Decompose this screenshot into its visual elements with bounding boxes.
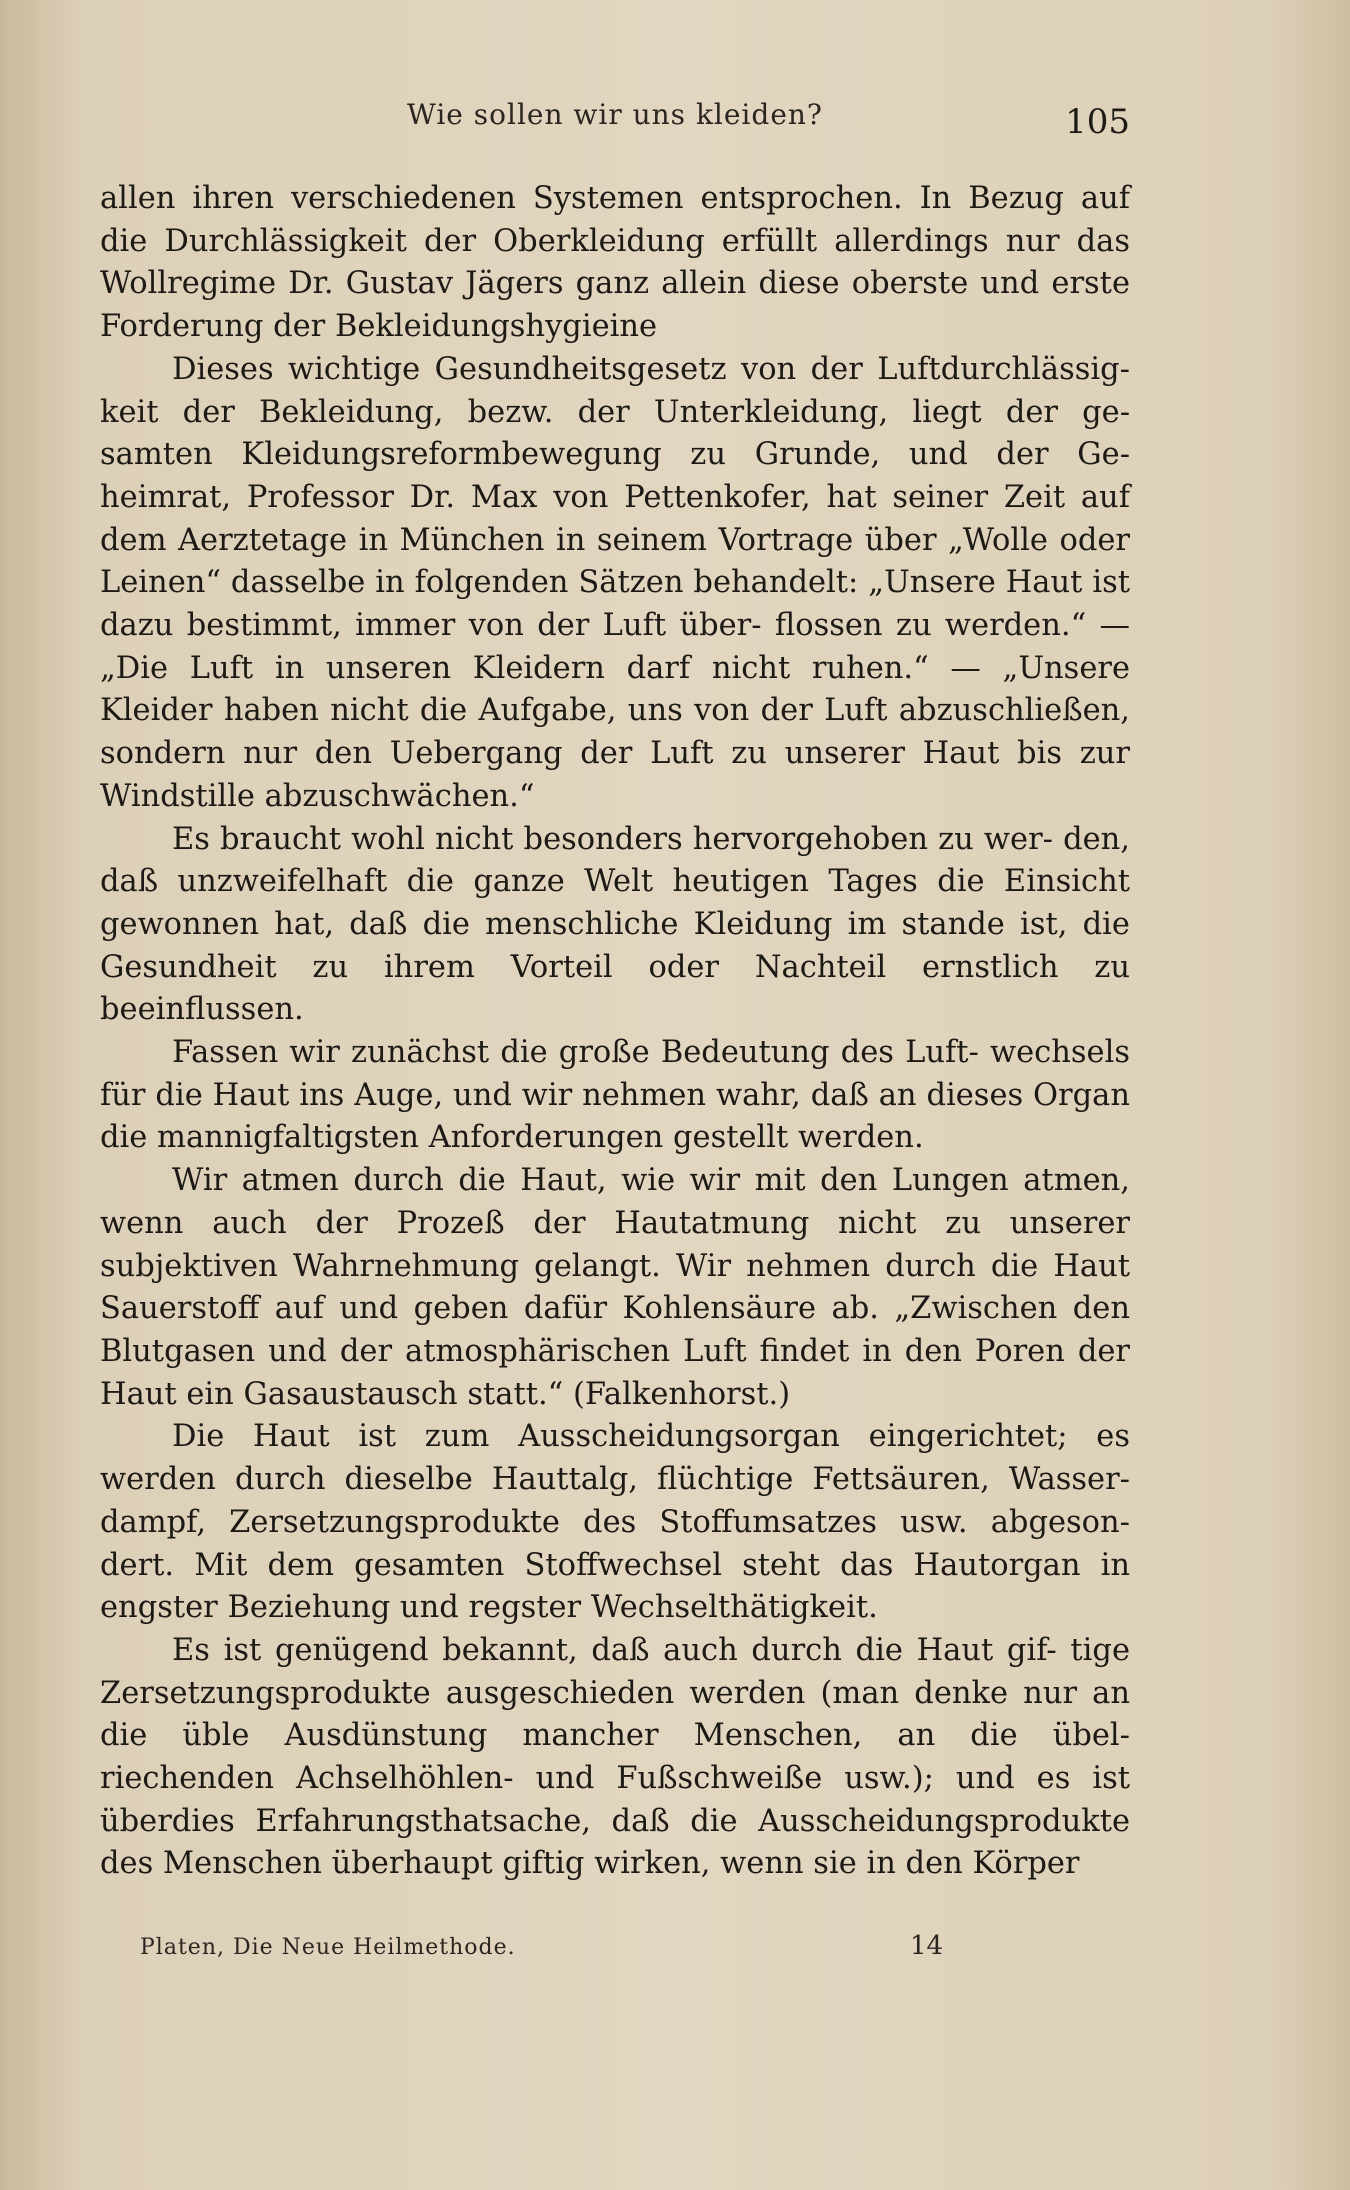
paragraph-3: Es braucht wohl nicht besonders hervorgehoben zu wer- den, daß unzweifelhaft die ganze Welt heutigen Tages die Einsicht gewonnen hat, daß die menschliche Kleidung im stande ist, die Gesundheit zu ihrem Vorteil oder Nachteil ernstlich zu beeinflussen. bbox=[100, 821, 1130, 1028]
paragraph-4: Fassen wir zunächst die große Bedeutung des Luft- wechsels für die Haut ins Auge, und wir nehmen wahr, daß an dieses Organ die mannigfaltigsten Anforderungen gestellt werden. bbox=[100, 1035, 1130, 1156]
paragraph-5: Wir atmen durch die Haut, wie wir mit den Lungen atmen, wenn auch der Prozeß der Hautatmung nicht zu unserer subjektiven Wahrnehmung gelangt. Wir nehmen durch die Haut Sauerstoff auf und geben dafür Kohlensäure ab. „Zwischen den Blutgasen und der atmosphärischen Luft findet in den Poren der Haut ein Gasaustausch statt.“ (Falkenhorst.) bbox=[100, 1163, 1130, 1412]
page-number: 105 bbox=[1065, 102, 1130, 142]
paragraph-7: Es ist genügend bekannt, daß auch durch die Haut gif- tige Zersetzungsprodukte ausgeschieden werden (man denke nur an die üble Ausdünstung mancher Menschen, an die übel- riechenden Achselhöhlen- und Fußschweiße usw.); und es ist überdies Erfahrungsthatsache, daß die Ausscheidungsprodukte des Menschen überhaupt giftig wirken, wenn sie in den Körper bbox=[100, 1632, 1130, 1882]
paragraph-2: Dieses wichtige Gesundheitsgesetz von der Luftdurchlässig- keit der Bekleidung, bezw. der Unterkleidung, liegt der ge- samten Kleidungsreformbewegung zu Grunde, und der Ge- heimrat, Professor Dr. Max von Pettenkofer, hat seiner Zeit auf dem Aerztetage in München in seinem Vortrage über „Wolle oder Leinen“ dasselbe in folgenden Sätzen behandelt: „Unsere Haut ist dazu bestimmt, immer von der Luft über- flossen zu werden.“ — „Die Luft in unseren Kleidern darf nicht ruhen.“ — „Unsere Kleider haben nicht die Aufgabe, uns von der Luft abzuschließen, sondern nur den Uebergang der Luft zu unserer Haut bis zur Windstille abzuschwächen.“ bbox=[100, 351, 1130, 814]
body-text bbox=[100, 178, 1130, 1886]
running-title: Wie sollen wir uns kleiden? bbox=[407, 98, 823, 131]
paragraph-1: allen ihren verschiedenen Systemen entsprochen. In Bezug auf die Durchlässigkeit der Oberkleidung erfüllt allerdings nur das Wollregime Dr. Gustav Jägers ganz allein diese oberste und erste Forderung der Bekleidungshygieine bbox=[100, 181, 1130, 345]
paragraph-6: Die Haut ist zum Ausscheidungsorgan eingerichtet; es werden durch dieselbe Hauttalg, flüchtige Fettsäuren, Wasser- dampf, Zersetzungsprodukte des Stoffumsatzes usw. abgeson- dert. Mit dem gesamten Stoffwechsel steht das Hautorgan in engster Beziehung und regster Wechselthätigkeit. bbox=[100, 1419, 1130, 1626]
running-head bbox=[100, 98, 1130, 148]
page-footer bbox=[140, 1931, 1130, 1975]
footer-imprint: Platen, Die Neue Heilmethode. bbox=[140, 1935, 516, 1960]
signature-mark: 14 bbox=[910, 1931, 944, 1961]
